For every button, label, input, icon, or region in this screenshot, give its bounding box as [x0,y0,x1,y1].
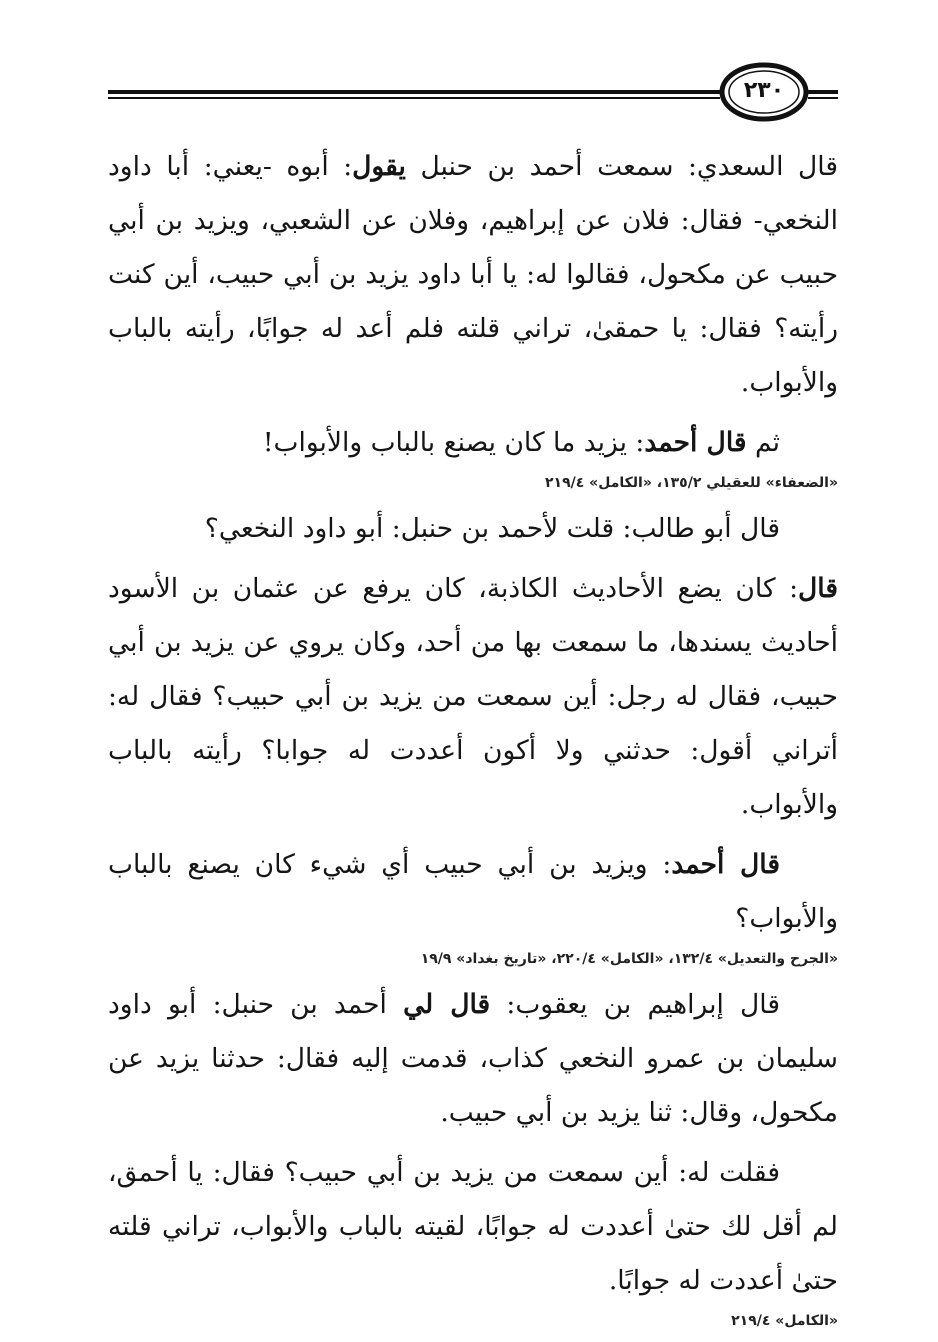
emphasized-phrase: قال [798,573,838,604]
text-segment: : كان يضع الأحاديث الكاذبة، كان يرفع عن عثمان بن الأسود أحاديث يسندها، ما سمعت بها من أحد، وكان يروي عن يزيد بن أبي حبيب، فقال له رجل: أين سمعت من يزيد بن أبي حبيب؟ فقال له: أتراني أقول: حدثني ولا أكون أعددت له جوابا؟ رأيته بالباب والأبواب. [108,573,838,820]
text-paragraph [108,502,838,556]
text-paragraph [108,562,838,832]
text-segment: فقلت له: أين سمعت من يزيد بن أبي حبيب؟ فقال: يا أحمق، لم أقل لك حتىٰ أعددت له جوابًا، لقيته بالباب والأبواب، تراني قلته حتىٰ أعددت له جوابًا. [108,1157,838,1296]
text-segment: : يزيد ما كان يصنع بالباب والأبواب! [262,427,645,458]
text-paragraph [108,140,838,410]
emphasized-phrase: قال لي [403,989,491,1020]
text-paragraph [108,416,838,470]
source-reference: «الضعفاء» للعقيلي ١٣٥/٢، «الكامل» ٢١٩/٤ [545,475,838,491]
text-paragraph [108,838,838,946]
text-paragraph [108,978,838,1140]
text-segment: قال السعدي: سمعت أحمد بن حنبل [405,151,838,182]
source-reference: «الكامل» ٢١٩/٤ [731,1313,838,1329]
emphasized-phrase: قال أحمد [671,849,780,880]
page-number: ٢٣٠ [743,78,785,103]
page-body [108,140,838,1334]
text-segment: ثم [746,427,780,458]
text-segment: : أبوه -يعني: أبا داود النخعي- فقال: فلان عن إبراهيم، وفلان عن الشعبي، ويزيد بن أبي حبيب عن مكحول، فقالوا له: يا أبا داود يزيد بن أبي حبيب، أين كنت رأيته؟ فقال: يا حمقىٰ، تراني قلته فلم أعد له جوابًا، رأيته بالباب والأبواب. [108,151,838,398]
emphasized-phrase: يقول [352,151,406,182]
page-header [108,62,840,122]
emphasized-phrase: قال أحمد [644,427,747,458]
text-segment: : ويزيد بن أبي حبيب أي شيء كان يصنع بالباب والأبواب؟ [108,849,838,934]
text-segment: قال أبو طالب: قلت لأحمد بن حنبل: أبو داود النخعي؟ [204,513,780,544]
text-paragraph [108,1146,838,1308]
text-segment: أحمد بن حنبل: أبو داود سليمان بن عمرو النخعي كذاب، قدمت إليه فقال: حدثنا يزيد عن مكحول، وقال: ثنا يزيد بن أبي حبيب. [108,989,838,1128]
text-segment: قال إبراهيم بن يعقوب: [490,989,780,1020]
source-reference: «الجرح والتعديل» ١٣٢/٤، «الكامل» ٢٢٠/٤، «تاريخ بغداد» ١٩/٩ [420,951,838,967]
